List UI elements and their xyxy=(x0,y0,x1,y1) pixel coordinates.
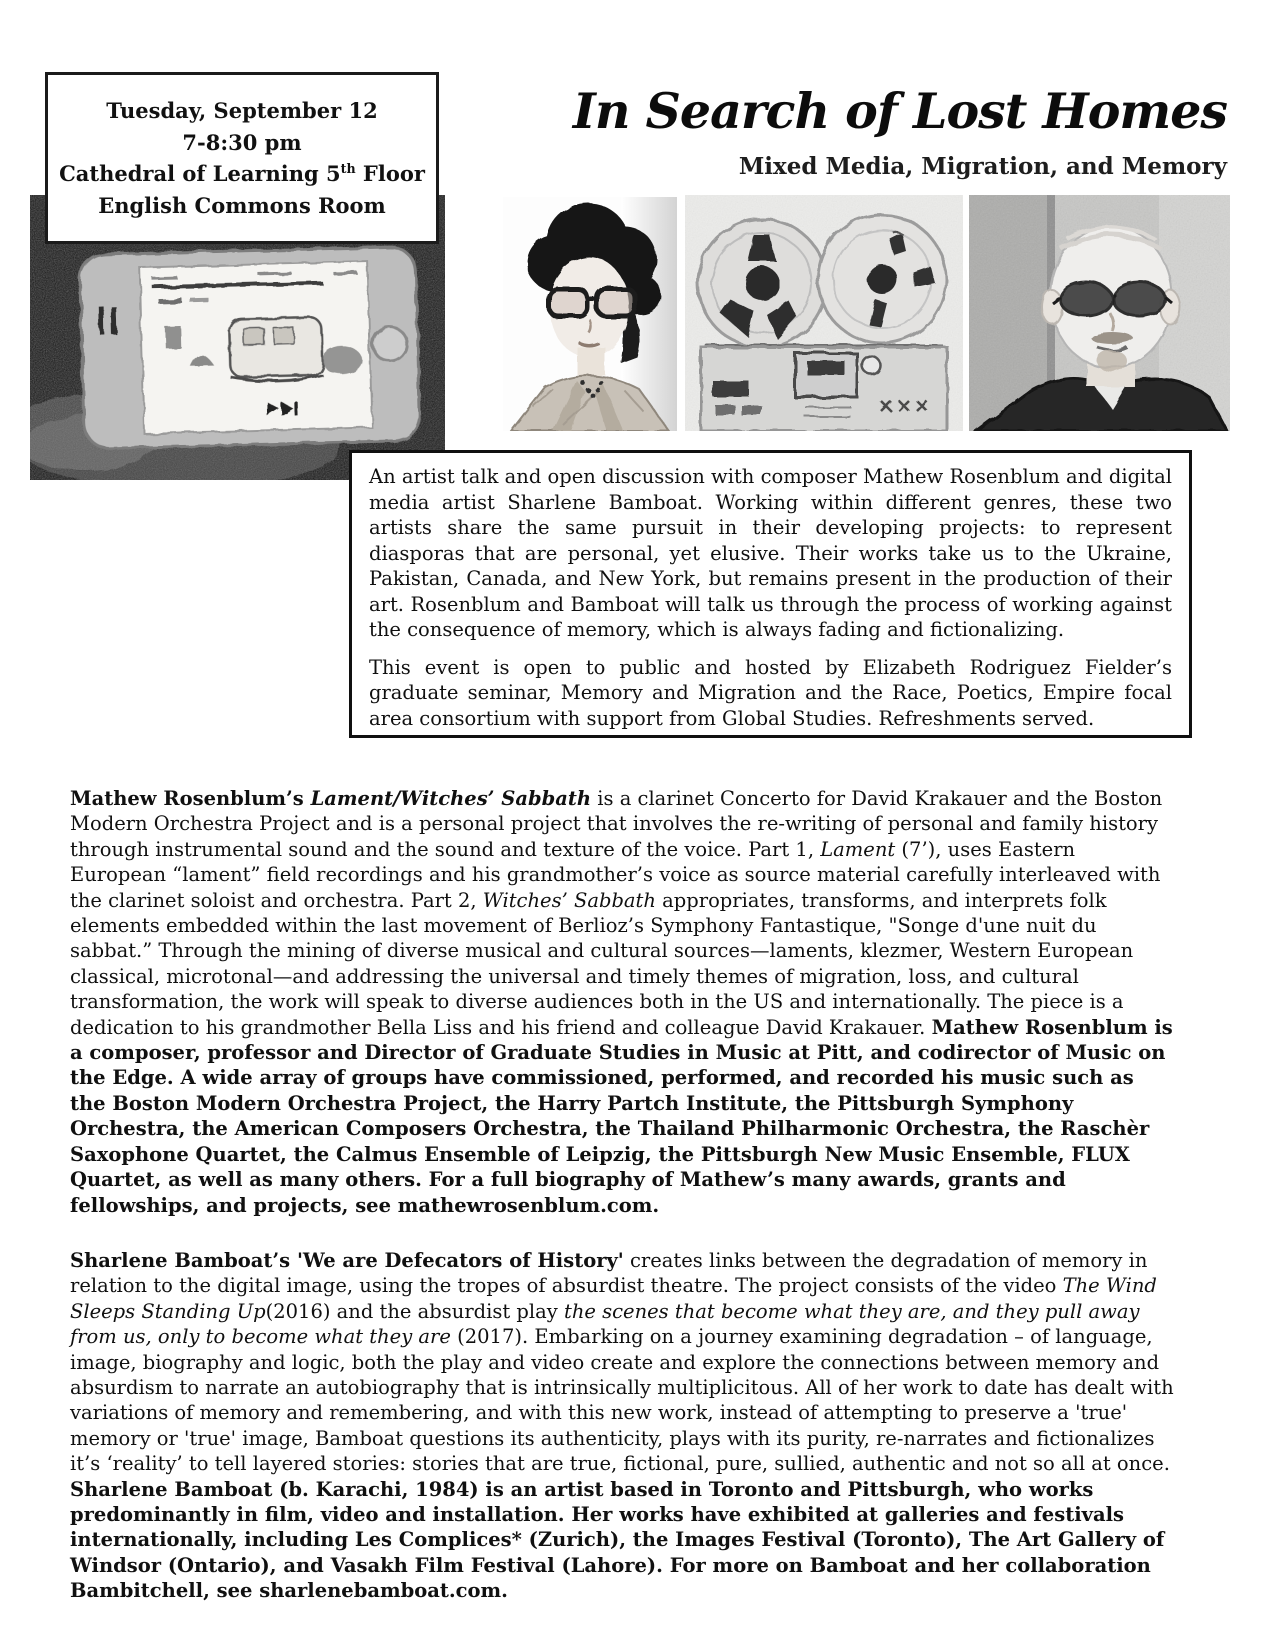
page-title: In Search of Lost Homes xyxy=(572,82,1227,140)
event-details-box xyxy=(45,72,439,244)
intro-text-box xyxy=(349,450,1192,738)
intro-paragraph-1: An artist talk and open discussion with composer Mathew Rosenblum and digital media artist Sharlene Bamboat. Working within different genres, these two artists share the same pursuit in their developing projects: to represent diasporas that are personal, yet elusive. Their works take us to the Ukraine, Pakistan, Canada, and New York, but remains present in the production of their art. Rosenblum and Bamboat will talk us through the process of working against the consequence of memory, which is always fading and fictionalizing. xyxy=(369,465,1172,641)
phone-home-button-sketch xyxy=(372,327,407,362)
portrait-mathew-rosenblum-image xyxy=(969,195,1230,431)
page-subtitle: Mixed Media, Migration, and Memory xyxy=(738,153,1227,180)
reel-to-reel-recorder-sketch-image xyxy=(685,195,963,431)
event-time: 7-8:30 pm xyxy=(182,129,302,155)
event-location: Cathedral of Learning 5th Floor xyxy=(59,161,425,186)
artist-bios-section xyxy=(70,786,1175,1604)
portrait-sharlene-bamboat-image xyxy=(503,197,677,431)
rosenblum-bio-paragraph: Mathew Rosenblum’s Lament/Witches’ Sabbath is a clarinet Concerto for David Krakauer and the Boston Modern Orchestra Project and is a personal project that involves the re-writing of personal and family history through instrumental sound and the sound and texture of the voice. Part 1, Lament (7’), uses Eastern European “lament” field recordings and his grandmother’s voice as source material carefully interleaved with the clarinet soloist and orchestra. Part 2, Witches’ Sabbath appropriates, transforms, and interprets folk elements embedded within the last movement of Berlioz’s Symphony Fantastique, "Songe d'une nuit du sabbat.” Through the mining of diverse musical and cultural sources—laments, klezmer, Western European classical, microtonal—and addressing the universal and timely themes of migration, loss, and cultural transformation, the work will speak to diverse audiences both in the US and internationally. The piece is a dedication to his grandmother Bella Liss and his friend and colleague David Krakauer. Mathew Rosenblum is a composer, professor and Director of Graduate Studies in Music at Pitt, and codirector of Music on the Edge. A wide array of groups have commissioned, performed, and recorded his music such as the Boston Modern Orchestra Project, the Harry Partch Institute, the Pittsburgh Symphony Orchestra, the American Composers Orchestra, the Thailand Philharmonic Orchestra, the Raschèr Saxophone Quartet, the Calmus Ensemble of Leipzig, the Pittsburgh New Music Ensemble, FLUX Quartet, as well as many others. For a full biography of Mathew’s many awards, grants and fellowships, and projects, see mathewrosenblum.com. xyxy=(70,787,1173,1217)
intro-paragraph-2: This event is open to public and hosted by Elizabeth Rodriguez Fielder’s graduate seminar, Memory and Migration and the Race, Poetics, Empire focal area consortium with support from Global Studies. Refreshments served. xyxy=(369,655,1172,730)
bamboat-bio-paragraph: Sharlene Bamboat’s 'We are Defecators of History' creates links between the degradation of memory in relation to the digital image, using the tropes of absurdist theatre. The project consists of the video The Wind Sleeps Standing Up(2016) and the absurdist play the scenes that become what they are, and they pull away from us, only to become what they are (2017). Embarking on a journey examining degradation – of language, image, biography and logic, both the play and video create and explore the connections between memory and absurdism to narrate an autobiography that is intrinsically multiplicitous. All of her work to date has dealt with variations of memory and remembering, and with this new work, instead of attempting to preserve a 'true' memory or 'true' image, Bamboat questions its authenticity, plays with its purity, re-narrates and fictionalizes it’s ‘reality’ to tell layered stories: stories that are true, fictional, pure, sullied, authentic and not so all at once. Sharlene Bamboat (b. Karachi, 1984) is an artist based in Toronto and Pittsburgh, who works predominantly in film, video and installation. Her works have exhibited at galleries and festivals internationally, including Les Complices* (Zurich), the Images Festival (Toronto), The Art Gallery of Windsor (Ontario), and Vasakh Film Festival (Lahore). For more on Bamboat and her collaboration Bambitchell, see sharlenebamboat.com. xyxy=(70,1248,1174,1603)
event-room: English Commons Room xyxy=(98,192,386,218)
event-date: Tuesday, September 12 xyxy=(106,98,378,123)
